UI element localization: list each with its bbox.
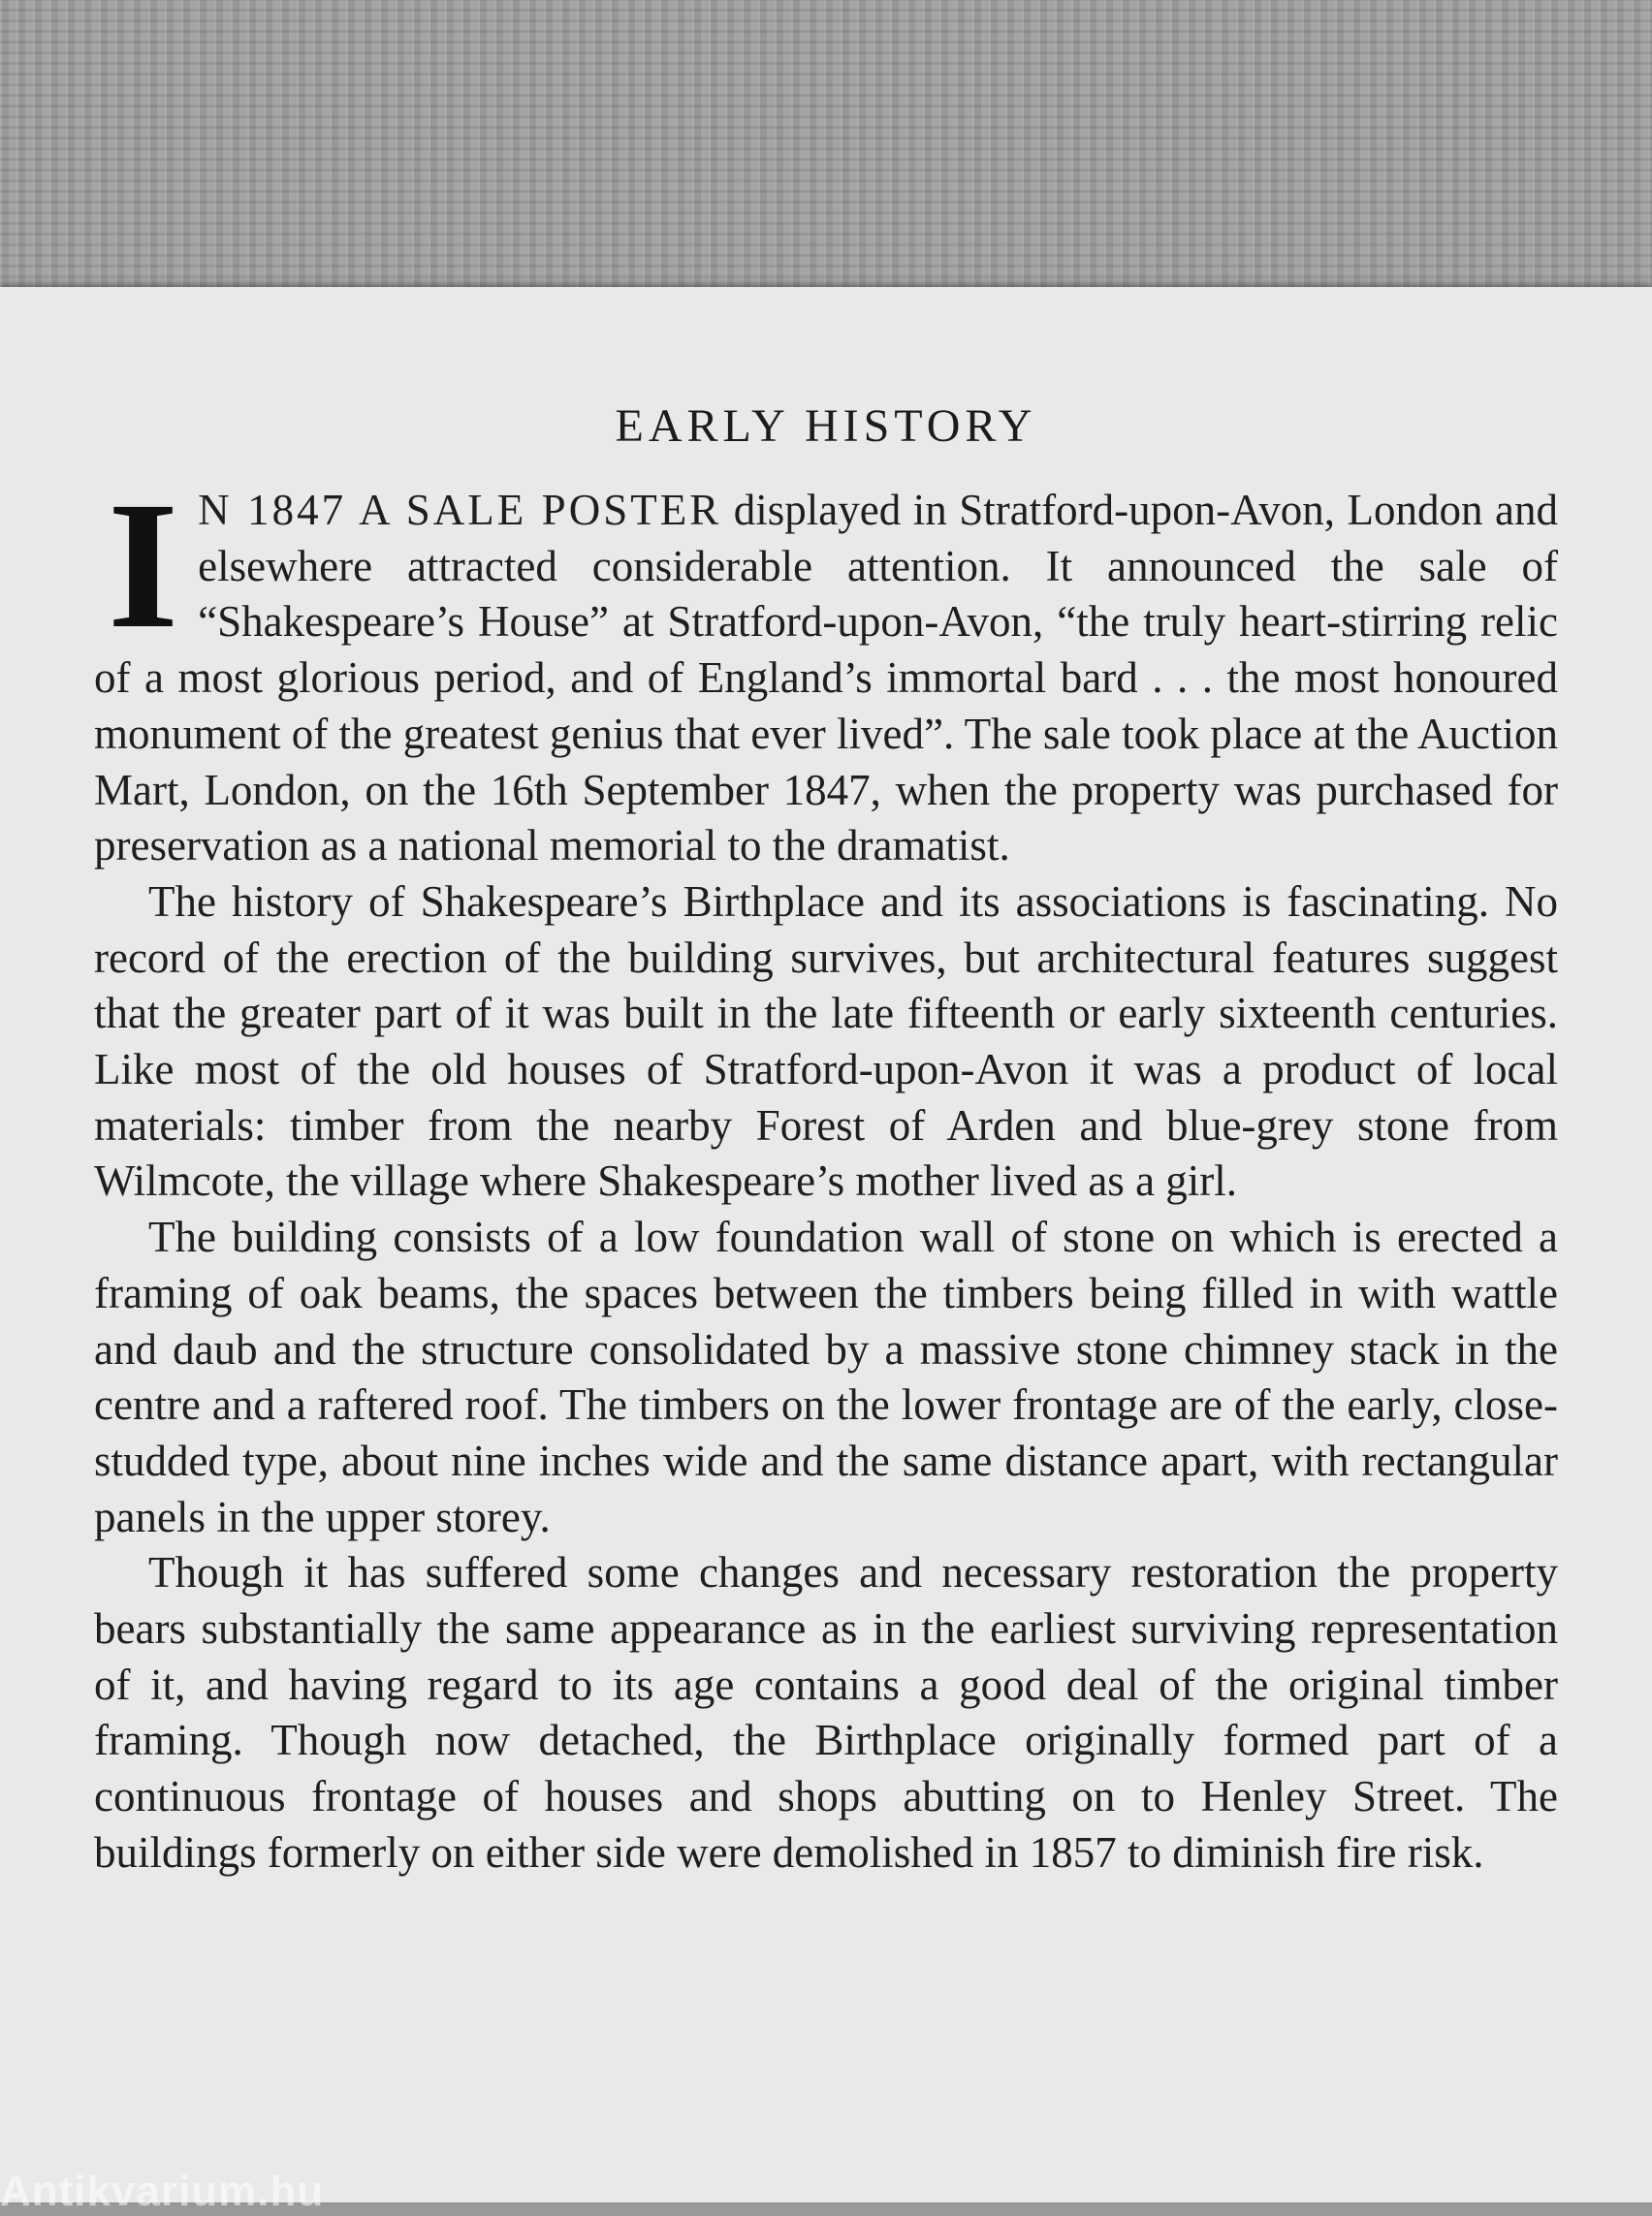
paragraph-2: The history of Shakespeare’s Birthplace and its associations is fascinating. No record of the erection of the building survives, but architectural features suggest that the greater part of it was built in the late fifteenth or early sixteenth centuries. Like most of the old houses of Stratford-upon-Avon it was a product of local materials: timber from the nearby Forest of Arden and blue-grey stone from Wilmcote, the village where Shakespeare’s mother lived as a girl.: [94, 876, 1558, 1206]
paragraph-1-text: displayed in Stratford-upon-Avon, London and elsewhere attracted considerable attention. It announced the sale of “Shakespeare’s House” at Stratford-upon-Avon, “the truly heart-stirring relic of a most glorious period, and of England’s immortal bard . . . the most honoured monument of the greatest genius that ever lived”. The sale took place at the Auction Mart, London, on the 16th September 1847, when the property was purchased for preservation as a national memorial to the dramatist.: [94, 486, 1558, 871]
body-text: [94, 463, 1558, 1882]
page-heading: EARLY HISTORY: [615, 400, 1037, 452]
paragraph-1: [94, 463, 1558, 874]
paragraph-4: Though it has suffered some changes and necessary restoration the property bears substantially the same appearance as in the earliest surviving representation of it, and having regard to its age contains a good deal of the original timber framing. Though now detached, the Birthplace originally formed part of a continuous frontage of houses and shops abutting on to Henley Street. The buildings formerly on either side were demolished in 1857 to diminish fire risk.: [94, 1548, 1558, 1877]
lead-in-caps: N 1847 A SALE POSTER: [198, 486, 722, 534]
drop-cap: I: [108, 463, 179, 666]
background-surface: [0, 0, 1652, 310]
watermark: Antikvarium.hu: [0, 2168, 325, 2215]
paragraph-3: The building consists of a low foundation wall of stone on which is erected a framing of oak beams, the spaces between the timbers being filled in with wattle and daub and the structure consolidated by a massive stone chimney stack in the centre and a raftered roof. The timbers on the lower frontage are of the early, close-studded type, about nine inches wide and the same distance apart, with rectangular panels in the upper storey.: [94, 1213, 1558, 1541]
